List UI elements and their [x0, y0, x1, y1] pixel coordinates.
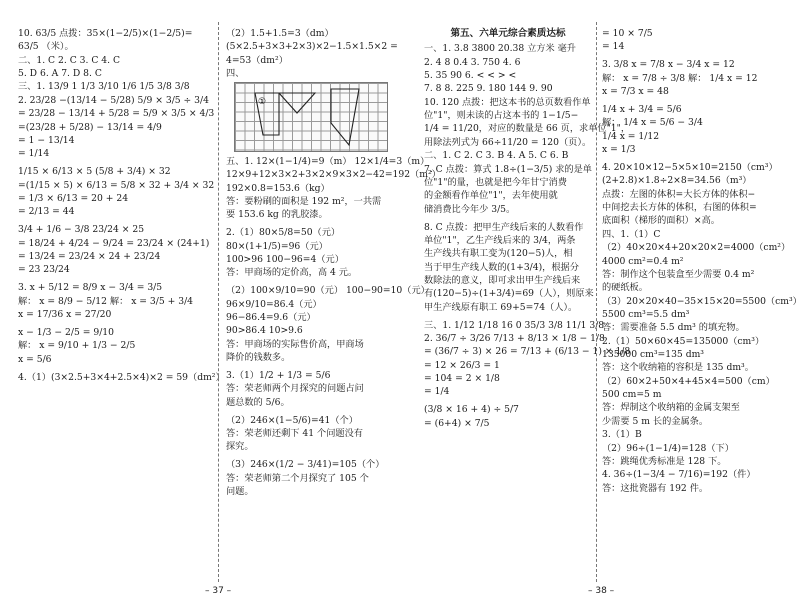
answer-line: 题总数的 5/6。	[226, 396, 290, 408]
answer-line: = 104 = 2 × 1/8	[424, 373, 500, 385]
answer-line: 4. 20×10×12−5×5×10=2150（cm³）	[602, 162, 778, 174]
answer-line: 单位"1"，乙生产线后来的 3/4，两条	[424, 234, 576, 246]
answer-line: 500 cm=5 m	[602, 389, 662, 401]
answer-line: 答：这批瓷器有 192 件。	[602, 482, 709, 494]
answer-line: 解： x = 9/10 + 1/3 − 2/5	[18, 340, 136, 352]
column-1	[18, 28, 225, 385]
answer-line: x = 1/3	[602, 144, 636, 156]
answer-line: （2）60×2+50×4+45×4=500（cm）	[602, 375, 775, 387]
answer-line	[18, 322, 214, 325]
answer-line: 100>96 100−96=4（元）	[226, 253, 344, 265]
answer-line: 2. 4 8 0.4 3. 750 4. 6	[424, 56, 521, 68]
answer-line: 位"1"，则未读的占这本书的 1−1/5−	[424, 110, 579, 122]
answer-line: = 1/14	[18, 148, 50, 160]
answer-line	[602, 55, 792, 58]
answer-line: 四、	[226, 68, 245, 80]
answer-line: 5. 35 90 6. < < > <	[424, 69, 517, 81]
answer-line	[424, 400, 592, 403]
answer-line: x = 5/6	[18, 353, 52, 365]
answer-line: 用除法列式为 66÷11/20 = 120（页）。	[424, 136, 592, 148]
answer-line: 7. 8 8. 225 9. 180 144 9. 90	[424, 83, 553, 95]
answer-line	[226, 455, 398, 458]
answer-line: （2）100×9/10=90（元） 100−90=10（元）	[226, 285, 430, 297]
answer-line: （2）246×(1−5/6)=41（个）	[226, 414, 358, 426]
answer-line: 2. 36/7 ÷ 3/26 7/13 + 8/13 × 1/8 − 1/8	[424, 333, 605, 344]
answer-line: 90>86.4 10>9.6	[226, 325, 303, 337]
grid-marker-label: ①	[258, 96, 267, 107]
answer-line: 2.（1）50×60×45=135000（cm³）	[602, 335, 765, 347]
answer-line: 63/5 （米）。	[18, 41, 74, 53]
answer-line: = 1/4	[424, 386, 450, 398]
answer-line	[18, 367, 214, 370]
answer-line: =(23/28 + 5/28) − 13/14 = 4/9	[18, 121, 162, 133]
drawing-grid	[234, 82, 388, 152]
answer-line: 135000 cm³=135 dm³	[602, 349, 704, 361]
answer-line: 80×(1+1/5)=96（元）	[226, 240, 328, 252]
answer-line: 中间挖去长方体的体积，右图的体积=	[602, 202, 757, 214]
answer-line: = 13/24 = 23/24 × 24 + 23/24	[18, 250, 161, 262]
answer-line: 底面积（梯形的面积）×高。	[602, 215, 720, 227]
answer-line: 答：荣老师第二个月探究了 105 个	[226, 472, 369, 484]
answer-line	[18, 220, 214, 223]
answer-line	[18, 162, 214, 165]
answer-line: =(1/15 × 5) × 6/13 = 5/8 × 32 + 3/4 × 32	[18, 179, 215, 191]
answer-line: 要 153.6 kg 的乳胶漆。	[226, 209, 328, 221]
answer-line: 2.（1）80×5/8=50（元）	[226, 227, 341, 239]
answer-line: 答：跳绳优秀标准是 128 下。	[602, 455, 727, 467]
answer-line: 有(120−5)÷(1+3/4)=69（人），则原来	[424, 288, 594, 300]
answer-line: = (6+4) × 7/5	[424, 417, 490, 429]
answer-line: (2+2.8)×1.8÷2×8=34.56（m³）	[602, 175, 752, 187]
answer-line: = 18/24 + 4/24 − 9/24 = 23/24 × (24+1)	[18, 237, 210, 249]
answer-line: 8. C 点拨：把甲生产线后来的人数看作	[424, 221, 584, 233]
answer-line: 甲生产线原有职工 69+5=74（人）。	[424, 301, 578, 313]
answer-line: 4. 36÷(1−3/4 − 7/16)=192（件）	[602, 469, 756, 481]
answer-line: 7. C 点拨：算式 1.8÷(1−3/5) 求的是单	[424, 163, 592, 175]
answer-line: 5. D 6. A 7. D 8. C	[18, 68, 102, 80]
answer-line: 解： x = 7/8 ÷ 3/8 解： 1/4 x = 12	[602, 72, 758, 84]
column-divider	[596, 22, 597, 582]
answer-line: 一、1. 3.8 3800 20.38 立方米 毫升	[424, 43, 576, 55]
answer-line: 10. 63/5 点拨：35×(1−2/5)×(1−2/5)=	[18, 28, 193, 39]
answer-line: 降价的钱数多。	[226, 352, 291, 364]
section-title: 第五、六单元综合素质达标	[450, 28, 566, 39]
answer-line: = 2/13 = 44	[18, 206, 75, 218]
answer-line: 当于甲生产线人数的(1+3/4)，根据分	[424, 261, 579, 273]
column-2	[226, 28, 441, 499]
answer-line: 96−86.4=9.6（元）	[226, 311, 316, 323]
answer-line: 数除法的意义，即可求出甲生产线后来	[424, 274, 581, 286]
answer-line	[602, 157, 792, 160]
page-number-right: – 38 –	[588, 586, 615, 596]
answer-line: 位"1"的量，也就是把今年甘宁消费	[424, 176, 567, 188]
answer-line: 探究。	[226, 441, 254, 453]
answer-line: = 1/3 × 6/13 = 20 + 24	[18, 192, 129, 204]
answer-line: 点拨：左图的体积=大长方体的体积−	[602, 188, 756, 200]
answer-line: 1/4 = 11/20，对应的数量是 66 页，求单位"1"，	[424, 123, 631, 135]
answer-line: = 14	[602, 41, 625, 53]
answer-line: 三、1. 1/12 1/18 16 0 35/3 3/8 11/1 3/8	[424, 319, 605, 331]
answer-line: 10. 120 点拨：把这本书的总页数看作单	[424, 96, 591, 108]
answer-line	[226, 365, 398, 368]
column-divider	[218, 22, 219, 582]
answer-line: 问题。	[226, 486, 254, 498]
answer-line: 4.（1）(3×2.5+3×4+2.5×4)×2 = 59（dm²）	[18, 371, 225, 383]
answer-line: 二、1. C 2. C 3. B 4. A 5. C 6. B	[424, 150, 569, 162]
answer-line: 四、1.（1）C	[602, 228, 661, 240]
answer-line: 答：荣老师还剩下 41 个问题没有	[226, 428, 363, 440]
answer-line	[226, 410, 398, 413]
answer-line: = (36/7 ÷ 3) × 26 = 7/13 + (6/13 − 1) × 1/8	[424, 346, 631, 358]
answer-line: = 10 × 7/5	[602, 28, 653, 39]
answer-line: 的硬纸板。	[602, 282, 648, 294]
answer-line: 解： x = 8/9 − 5/12 解： x = 3/5 + 3/4	[18, 295, 194, 307]
answer-line: (3/8 × 16 + 4) ÷ 5/7	[424, 404, 519, 416]
answer-line	[602, 99, 792, 102]
answer-line: 3.（1）B	[602, 429, 642, 441]
answer-line: （2）96÷(1−1/4)=128（下）	[602, 442, 734, 454]
answer-line: 1/4 x + 3/4 = 5/6	[602, 103, 682, 115]
answer-line: 储消费比今年少 3/5。	[424, 203, 516, 215]
answer-line: 12×9+12×3×2+3×2×9×3×2−42=192（m²）	[226, 169, 441, 181]
answer-line: 三、1. 13/9 1 1/3 3/10 1/6 1/5 3/8 3/8	[18, 81, 190, 93]
answer-line: 1/4 x = 1/12	[602, 130, 660, 142]
column-4	[602, 28, 802, 496]
answer-line	[424, 315, 592, 318]
answer-line: x = 17/36 x = 27/20	[18, 308, 112, 320]
answer-line: = 23 23/24	[18, 264, 70, 276]
answer-line: 3. x + 5/12 = 8/9 x − 3/4 = 3/5	[18, 282, 163, 294]
answer-line: （3）20×20×40−35×15×20=5500（cm³）	[602, 295, 802, 307]
answer-line: 答：制作这个包装盒至少需要 0.4 m²	[602, 268, 755, 280]
answer-line: 5500 cm³=5.5 dm³	[602, 308, 690, 320]
answer-line: 答：荣老师两个月探究的问题占问	[226, 383, 364, 395]
answer-line: 生产线共有职工变为(120−5)人，相	[424, 248, 573, 260]
answer-line: = 23/28 − 13/14 + 5/28 = 5/9 × 3/5 × 4/3	[18, 108, 215, 120]
answer-line: 3.（1）1/2 + 1/3 = 5/6	[226, 370, 331, 382]
answer-line: 3. 3/8 x = 7/8 x − 3/4 x = 12	[602, 59, 735, 71]
page-number-left: – 37 –	[205, 586, 232, 596]
answer-line: 答：甲商场的实际售价高，甲商场	[226, 338, 364, 350]
answer-line	[424, 217, 592, 220]
answer-line: 96×9/10=86.4（元）	[226, 298, 322, 310]
answer-line	[226, 281, 398, 284]
answer-line: x = 7/3 x = 48	[602, 86, 669, 98]
answer-line: 4000 cm²=0.4 m²	[602, 255, 684, 267]
answer-line: 答：要粉刷的面积是 192 m²，一共需	[226, 195, 382, 207]
answer-line: 二、1. C 2. C 3. C 4. C	[18, 54, 120, 66]
answer-line	[18, 278, 214, 281]
answer-line: 答：甲商场的定价高，高 4 元。	[226, 267, 358, 279]
answer-line: 答：需要准备 5.5 dm³ 的填充物。	[602, 322, 745, 334]
answer-line: (5×2.5+3×3+2×3)×2−1.5×1.5×2 =	[226, 41, 398, 53]
answer-line: = 1 − 13/14	[18, 134, 75, 146]
answer-line: 的金额看作单位"1"，去年使用就	[424, 190, 558, 202]
answer-line: x − 1/3 − 2/5 = 9/10	[18, 326, 115, 338]
answer-line: 答：这个收纳箱的容积是 135 dm³。	[602, 362, 754, 374]
answer-line: 1/15 × 6/13 × 5 (5/8 + 3/4) × 32	[18, 166, 171, 178]
answer-line: 五、1. 12×(1−1/4)=9（m） 12×1/4=3（m）	[226, 155, 430, 167]
answer-line	[226, 223, 398, 226]
answer-line: 答：焊制这个收纳箱的金属支架至	[602, 402, 740, 414]
answer-line: 4=53（dm²）	[226, 54, 288, 66]
answer-line: 解： 1/4 x = 5/6 − 3/4	[602, 117, 703, 129]
answer-line: 少需要 5 m 长的金属条。	[602, 415, 709, 427]
answer-line: （3）246×(1/2 − 3/41)=105（个）	[226, 459, 385, 471]
answer-line: = 12 × 26/3 = 1	[424, 359, 500, 371]
answer-line: （2）40×20×4+20×20×2=4000（cm²）	[602, 242, 791, 254]
answer-line: 3/4 + 1/6 − 3/8 23/24 × 25	[18, 224, 145, 236]
answer-line: 192×0.8=153.6（kg）	[226, 182, 330, 194]
answer-line: （2）1.5+1.5=3（dm）	[226, 28, 334, 39]
answer-line: 2. 23/28 −(13/14 − 5/28) 5/9 × 3/5 ÷ 3/4	[18, 94, 209, 106]
